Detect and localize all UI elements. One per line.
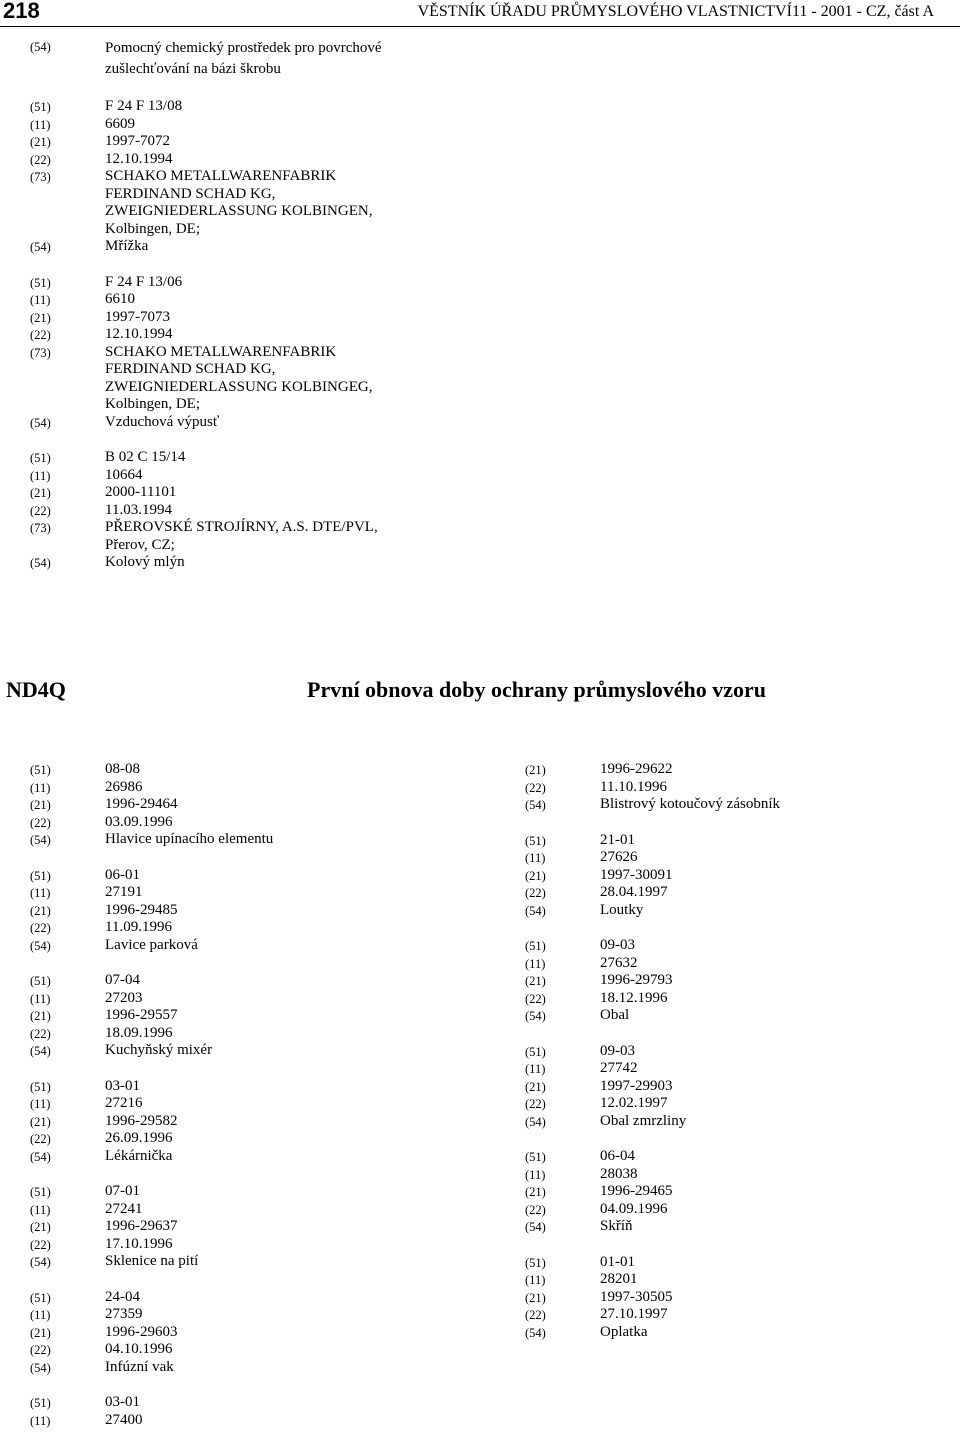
field-value: Přerov, CZ;	[105, 536, 175, 553]
field-row	[0, 1394, 273, 1412]
field-value: Kolový mlýn	[105, 554, 185, 570]
field-row	[0, 133, 382, 151]
inid-code: (73)	[30, 521, 51, 535]
field-value: Mřížka	[105, 238, 149, 254]
field-value: 28038	[600, 1165, 638, 1182]
inid-code: (22)	[30, 815, 51, 830]
field-row	[0, 502, 382, 520]
field-row	[0, 554, 382, 572]
field-value: FERDINAND SCHAD KG,	[105, 185, 276, 202]
field-value: 1996-29464	[105, 796, 178, 812]
field-value: Obal	[600, 1007, 630, 1023]
field-value: 08-08	[105, 761, 140, 777]
inid-code: (54)	[30, 1255, 51, 1269]
field-row	[0, 1095, 273, 1113]
field-row	[0, 1324, 273, 1342]
field-value: Obal zmrzliny	[600, 1112, 687, 1129]
field-row	[0, 1359, 273, 1377]
field-value: Loutky	[600, 901, 644, 918]
inid-code: (11)	[30, 468, 51, 483]
inid-code: (54)	[30, 556, 51, 570]
field-value: 27632	[600, 954, 638, 971]
field-value: 06-01	[105, 866, 140, 883]
record	[493, 1043, 780, 1131]
field-value: 03.09.1996	[105, 813, 173, 830]
field-value: Kolbingen, DE;	[105, 396, 200, 412]
inid-code: (54)	[30, 938, 51, 953]
inid-code: (11)	[30, 1202, 51, 1217]
field-value: ZWEIGNIEDERLASSUNG KOLBINGEN,	[105, 203, 373, 219]
page-number: 218	[3, 0, 40, 23]
inid-code: (51)	[30, 868, 51, 883]
inid-code: (11)	[30, 1097, 51, 1111]
field-row	[0, 98, 382, 116]
inid-code: (21)	[525, 1079, 546, 1094]
field-row	[0, 937, 273, 955]
inid-code: (54)	[525, 1114, 546, 1129]
inid-code: (73)	[30, 345, 51, 360]
field-row	[493, 1166, 780, 1184]
field-value: 21-01	[600, 831, 635, 848]
inid-code: (22)	[525, 991, 546, 1006]
field-row	[493, 884, 780, 902]
field-row	[493, 1289, 780, 1307]
inid-code: (11)	[525, 1062, 546, 1076]
field-value: 18.09.1996	[105, 1024, 173, 1041]
field-row	[0, 831, 273, 849]
field-row	[0, 1341, 273, 1359]
field-value: 10664	[105, 466, 143, 483]
field-value: Pomocný chemický prostředek pro povrchové	[105, 40, 382, 56]
inid-code: (54)	[30, 1149, 51, 1164]
field-value: 03-01	[105, 1077, 140, 1094]
field-row	[493, 1043, 780, 1061]
field-row	[493, 1113, 780, 1131]
inid-code: (54)	[525, 1220, 546, 1234]
field-row	[493, 1095, 780, 1113]
field-row	[0, 1007, 273, 1025]
inid-code: (22)	[525, 1202, 546, 1217]
field-row	[0, 449, 382, 467]
inid-code: (22)	[30, 1343, 51, 1357]
field-row	[0, 1148, 273, 1166]
record	[493, 1148, 780, 1236]
field-row	[0, 291, 382, 309]
field-row	[0, 761, 273, 779]
field-row	[0, 168, 382, 238]
record	[493, 937, 780, 1025]
record	[0, 761, 273, 849]
field-value: B 02 C 15/14	[105, 449, 186, 465]
field-value: Lékárnička	[105, 1147, 173, 1164]
field-value: Lavice parková	[105, 936, 198, 953]
field-row	[493, 902, 780, 920]
field-row	[0, 867, 273, 885]
field-row	[0, 779, 273, 797]
inid-code: (21)	[525, 763, 546, 777]
field-row	[0, 151, 382, 169]
field-value: 04.09.1996	[600, 1200, 668, 1217]
field-row	[0, 1078, 273, 1096]
field-value: 27216	[105, 1095, 143, 1111]
field-row	[0, 1025, 273, 1043]
inid-code: (22)	[525, 1308, 546, 1322]
field-row	[493, 1007, 780, 1025]
field-value: Oplatka	[600, 1323, 648, 1340]
field-value: Blistrový kotoučový zásobník	[600, 796, 780, 812]
inid-code: (11)	[525, 956, 546, 971]
inid-code: (21)	[525, 1290, 546, 1305]
field-value: 1996-29465	[600, 1183, 673, 1199]
field-value: 28201	[600, 1271, 638, 1287]
field-value: 12.10.1994	[105, 150, 173, 167]
field-row	[0, 814, 273, 832]
inid-code: (21)	[30, 1114, 51, 1129]
field-value: 07-04	[105, 972, 140, 988]
record	[0, 1289, 273, 1377]
field-row	[493, 1148, 780, 1166]
field-row	[0, 344, 382, 414]
section-code: ND4Q	[6, 677, 66, 702]
inid-code: (22)	[525, 780, 546, 795]
inid-code: (11)	[30, 886, 51, 900]
field-value: 09-03	[600, 1042, 635, 1059]
field-value: 11.03.1994	[105, 501, 172, 518]
field-value: 1997-7072	[105, 133, 170, 149]
field-value: 1996-29622	[600, 761, 673, 777]
field-row	[0, 38, 382, 80]
field-row	[493, 1306, 780, 1324]
inid-code: (21)	[30, 1325, 51, 1340]
record	[0, 1078, 273, 1166]
field-value: Skříň	[600, 1218, 633, 1234]
field-value: 1996-29793	[600, 972, 673, 988]
field-value: 26.09.1996	[105, 1130, 173, 1146]
top-entries	[0, 38, 382, 572]
field-value: 24-04	[105, 1288, 140, 1305]
field-value: ZWEIGNIEDERLASSUNG KOLBINGEG,	[105, 378, 373, 395]
record	[0, 867, 273, 955]
inid-code: (54)	[30, 833, 51, 847]
field-value: 6610	[105, 291, 135, 307]
field-row	[0, 1412, 273, 1430]
record	[0, 972, 273, 1060]
field-row	[493, 1324, 780, 1342]
field-value: 1996-29637	[105, 1218, 178, 1234]
inid-code: (22)	[30, 328, 51, 342]
field-row	[0, 1042, 273, 1060]
record	[493, 1254, 780, 1342]
field-row	[0, 990, 273, 1008]
field-value: 6609	[105, 115, 135, 132]
field-value: 1996-29557	[105, 1007, 178, 1023]
field-value: Vzduchová výpusť	[105, 413, 220, 430]
field-value: 17.10.1996	[105, 1235, 173, 1252]
field-value: 27400	[105, 1411, 143, 1428]
field-row	[0, 484, 382, 502]
inid-code: (51)	[30, 974, 51, 988]
field-row	[493, 1201, 780, 1219]
field-value: 27241	[105, 1200, 143, 1217]
field-value: 1997-30505	[600, 1288, 673, 1305]
field-row	[493, 1183, 780, 1201]
inid-code: (21)	[30, 1220, 51, 1234]
section-title: První obnova doby ochrany průmyslového vzoru	[307, 677, 766, 702]
record	[0, 38, 382, 80]
inid-code: (11)	[30, 780, 51, 795]
field-row	[493, 1060, 780, 1078]
inid-code: (54)	[30, 415, 51, 430]
inid-code: (11)	[30, 1308, 51, 1322]
inid-code: (51)	[525, 939, 546, 953]
inid-code: (11)	[30, 991, 51, 1006]
field-value: SCHAKO METALLWARENFABRIK	[105, 343, 337, 360]
inid-code: (22)	[30, 1132, 51, 1146]
record	[0, 274, 382, 432]
inid-code: (54)	[30, 1044, 51, 1058]
field-value: F 24 F 13/06	[105, 273, 183, 290]
inid-code: (22)	[525, 886, 546, 900]
field-row	[493, 796, 780, 814]
inid-code: (51)	[525, 1044, 546, 1059]
field-value: 27191	[105, 884, 143, 900]
inid-code: (11)	[525, 1167, 546, 1182]
inid-code: (22)	[30, 1237, 51, 1252]
inid-code: (51)	[30, 1396, 51, 1410]
inid-code: (51)	[30, 451, 51, 465]
field-row	[493, 955, 780, 973]
inid-code: (11)	[30, 117, 51, 132]
record	[0, 1183, 273, 1271]
inid-code: (11)	[525, 851, 546, 865]
field-value: 27.10.1997	[600, 1306, 668, 1322]
inid-code: (51)	[525, 1255, 546, 1270]
field-value: 2000-11101	[105, 484, 177, 500]
inid-code: (21)	[30, 1009, 51, 1023]
field-row	[493, 849, 780, 867]
record	[493, 761, 780, 814]
inid-code: (22)	[30, 503, 51, 518]
field-row	[493, 761, 780, 779]
inid-code: (54)	[525, 798, 546, 812]
inid-code: (54)	[30, 40, 51, 54]
field-value: 26986	[105, 778, 143, 795]
field-row	[0, 326, 382, 344]
field-row	[0, 919, 273, 937]
field-row	[0, 414, 382, 432]
field-value: 1997-29903	[600, 1077, 673, 1094]
field-value: Sklenice na pití	[105, 1253, 199, 1269]
inid-code: (22)	[30, 1026, 51, 1041]
inid-code: (73)	[30, 170, 51, 184]
field-row	[0, 902, 273, 920]
field-row	[0, 274, 382, 292]
field-value: 27626	[600, 849, 638, 865]
inid-code: (21)	[525, 1185, 546, 1199]
field-value: 1996-29603	[105, 1323, 178, 1340]
field-row	[493, 867, 780, 885]
field-value: 11.09.1996	[105, 919, 172, 935]
inid-code: (51)	[525, 833, 546, 848]
inid-code: (22)	[525, 1097, 546, 1111]
field-value: 09-03	[600, 937, 635, 953]
field-value: zušlechťování na bázi škrobu	[105, 61, 281, 77]
inid-code: (11)	[525, 1273, 546, 1287]
field-value: 03-01	[105, 1394, 140, 1410]
record	[0, 449, 382, 572]
field-row	[0, 884, 273, 902]
field-value: Infúzní vak	[105, 1358, 174, 1375]
field-value: 12.02.1997	[600, 1095, 668, 1111]
field-value: Hlavice upínacího elementu	[105, 831, 274, 847]
field-row	[0, 972, 273, 990]
field-value: Kuchyňský mixér	[105, 1042, 213, 1058]
inid-code: (51)	[30, 1185, 51, 1199]
field-value: 04.10.1996	[105, 1341, 173, 1357]
inid-code: (54)	[525, 903, 546, 918]
field-value: PŘEROVSKÉ STROJÍRNY, A.S. DTE/PVL,	[105, 519, 378, 535]
left-column	[0, 761, 273, 1429]
field-row	[0, 309, 382, 327]
inid-code: (51)	[525, 1150, 546, 1164]
inid-code: (54)	[30, 1360, 51, 1375]
inid-code: (21)	[30, 135, 51, 149]
field-value: 27203	[105, 989, 143, 1006]
field-value: 18.12.1996	[600, 989, 668, 1006]
field-row	[0, 467, 382, 485]
inid-code: (11)	[30, 293, 51, 307]
journal-title: VĚSTNÍK ÚŘADU PRŮMYSLOVÉHO VLASTNICTVÍ11 - 2001 - CZ, část A	[417, 3, 934, 20]
header-rule	[0, 26, 960, 27]
field-value: 11.10.1996	[600, 778, 667, 795]
inid-code: (54)	[30, 240, 51, 254]
field-row	[493, 1271, 780, 1289]
field-row	[0, 1236, 273, 1254]
field-row	[0, 1253, 273, 1271]
inid-code: (51)	[30, 100, 51, 114]
field-row	[0, 1306, 273, 1324]
field-value: 27742	[600, 1060, 638, 1076]
field-row	[493, 1254, 780, 1272]
field-value: FERDINAND SCHAD KG,	[105, 361, 276, 377]
field-value: SCHAKO METALLWARENFABRIK	[105, 168, 337, 184]
field-row	[0, 238, 382, 256]
field-row	[0, 116, 382, 134]
field-value: 27359	[105, 1306, 143, 1322]
inid-code: (21)	[525, 868, 546, 883]
inid-code: (54)	[525, 1009, 546, 1023]
right-column	[493, 761, 780, 1341]
field-value: Kolbingen, DE;	[105, 220, 200, 237]
inid-code: (51)	[30, 1079, 51, 1094]
field-row	[0, 1130, 273, 1148]
inid-code: (21)	[30, 486, 51, 500]
field-value: 28.04.1997	[600, 884, 668, 900]
field-row	[0, 1201, 273, 1219]
inid-code: (11)	[30, 1413, 51, 1428]
field-row	[0, 796, 273, 814]
field-value: 1997-30091	[600, 866, 673, 883]
field-row	[493, 779, 780, 797]
field-value: 01-01	[600, 1253, 635, 1270]
inid-code: (21)	[30, 310, 51, 325]
record	[0, 98, 382, 256]
field-value: 1996-29582	[105, 1112, 178, 1129]
inid-code: (51)	[30, 763, 51, 777]
field-value: 07-01	[105, 1183, 140, 1199]
inid-code: (51)	[30, 275, 51, 290]
inid-code: (21)	[30, 903, 51, 918]
field-value: 12.10.1994	[105, 326, 173, 342]
field-value: 1997-7073	[105, 308, 170, 325]
inid-code: (22)	[30, 152, 51, 167]
inid-code: (21)	[525, 974, 546, 988]
inid-code: (22)	[30, 921, 51, 935]
inid-code: (51)	[30, 1290, 51, 1305]
field-row	[493, 1078, 780, 1096]
field-row	[493, 972, 780, 990]
field-row	[0, 1113, 273, 1131]
record	[0, 1394, 273, 1429]
inid-code: (54)	[525, 1325, 546, 1340]
field-row	[0, 1218, 273, 1236]
field-row	[0, 1289, 273, 1307]
record	[493, 832, 780, 920]
field-row	[493, 937, 780, 955]
field-row	[0, 1183, 273, 1201]
field-row	[493, 1218, 780, 1236]
field-row	[493, 832, 780, 850]
inid-code: (21)	[30, 798, 51, 812]
field-value: F 24 F 13/08	[105, 98, 183, 114]
field-row	[493, 990, 780, 1008]
field-value: 06-04	[600, 1148, 635, 1164]
field-row	[0, 519, 382, 554]
field-value: 1996-29485	[105, 901, 178, 918]
